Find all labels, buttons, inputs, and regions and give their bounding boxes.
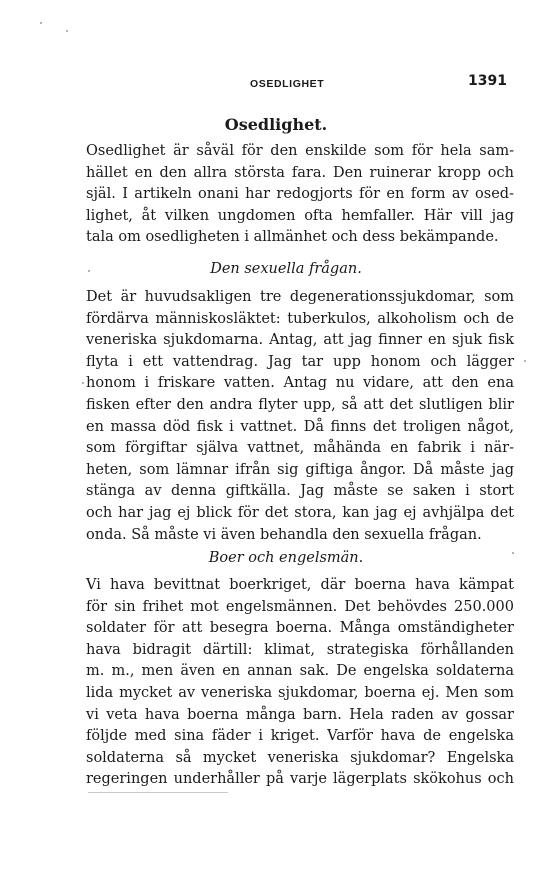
- text-line: Osedlighet är såväl för den enskilde som för hela sam-: [86, 143, 514, 159]
- text-line: fisken efter den andra flyter upp, så att det slutligen blir: [86, 396, 514, 413]
- text-line: som förgiftar själva vattnet, måhända en fabrik i när-: [86, 440, 514, 457]
- text-line: heten, som lämnar ifrån sig giftiga ångor. Då måste jag: [86, 461, 514, 478]
- text-line: för sin frihet mot engelsmännen. Det behövdes 250.000: [86, 598, 514, 615]
- subheading-boer-english: Boer och engelsmän.: [208, 550, 364, 566]
- text-line: Vi hava bevittnat boerkriget, där boerna hava kämpat: [86, 577, 514, 593]
- text-line: flyta i ett vattendrag. Jag tar upp honom och lägger: [86, 353, 514, 370]
- text-line: följde med sina fäder i kriget. Varför hava de engelska: [86, 728, 514, 745]
- text-line: vi veta hava boerna många barn. Hela raden av gossar: [86, 706, 514, 723]
- scan-speck: [66, 30, 68, 32]
- text-line: lida mycket av veneriska sjukdomar, boerna ej. Men som: [86, 684, 514, 701]
- text-line: fördärva människosläktet: tuberkulos, alkoholism och de: [86, 310, 514, 327]
- text-line: veneriska sjukdomarna. Antag, att jag finner en sjuk fisk: [86, 332, 514, 349]
- subheading-sexual-question: Den sexuella frågan.: [210, 261, 362, 277]
- text-line: m. m., men även en annan sak. De engelska soldaterna: [86, 663, 514, 680]
- paragraph-boer-war: [86, 575, 514, 791]
- scan-speck: [512, 552, 514, 554]
- text-line: regeringen underhåller på varje lägerplats skökohus och: [86, 771, 514, 788]
- scan-speck: [88, 270, 90, 272]
- text-line: stänga av denna giftkälla. Jag måste se saken i stort: [86, 483, 514, 500]
- text-line: hava bidragit därtill: klimat, strategiska förhållanden: [86, 641, 514, 658]
- text-line: honom i friskare vatten. Antag nu vidare, att den ena: [86, 375, 514, 392]
- text-line: onda. Så måste vi även behandla den sexuella frågan.: [86, 526, 482, 543]
- paragraph-intro: [86, 141, 514, 249]
- text-line: soldaterna så mycket veneriska sjukdomar? Engelska: [86, 749, 514, 766]
- running-header: OSEDLIGHET: [250, 78, 325, 90]
- footer-rule: [88, 792, 228, 793]
- text-line: hället en den allra största fara. Den ruinerar kropp och: [86, 164, 514, 181]
- text-line: en massa död fisk i vattnet. Då finns det troligen något,: [86, 418, 514, 435]
- text-line: själ. I artikeln onani har redogjorts för en form av osed-: [86, 186, 514, 203]
- paragraph-degeneration: [86, 287, 514, 546]
- scan-speck: [82, 382, 84, 384]
- text-line: lighet, åt vilken ungdomen ofta hemfaller. Här vill jag: [86, 207, 514, 224]
- text-line: Det är huvudsakligen tre degenerationssjukdomar, som: [86, 289, 514, 305]
- page-number: 1391: [468, 73, 507, 89]
- section-heading: Osedlighet.: [224, 115, 328, 134]
- text-line: soldater för att besegra boerna. Många omständigheter: [86, 620, 514, 637]
- scan-speck: [40, 22, 42, 24]
- text-line: tala om osedligheten i allmänhet och dess bekämpande.: [86, 229, 499, 246]
- scan-speck: [524, 360, 526, 362]
- text-line: och har jag ej blick för det stora, kan jag ej avhjälpa det: [86, 504, 514, 521]
